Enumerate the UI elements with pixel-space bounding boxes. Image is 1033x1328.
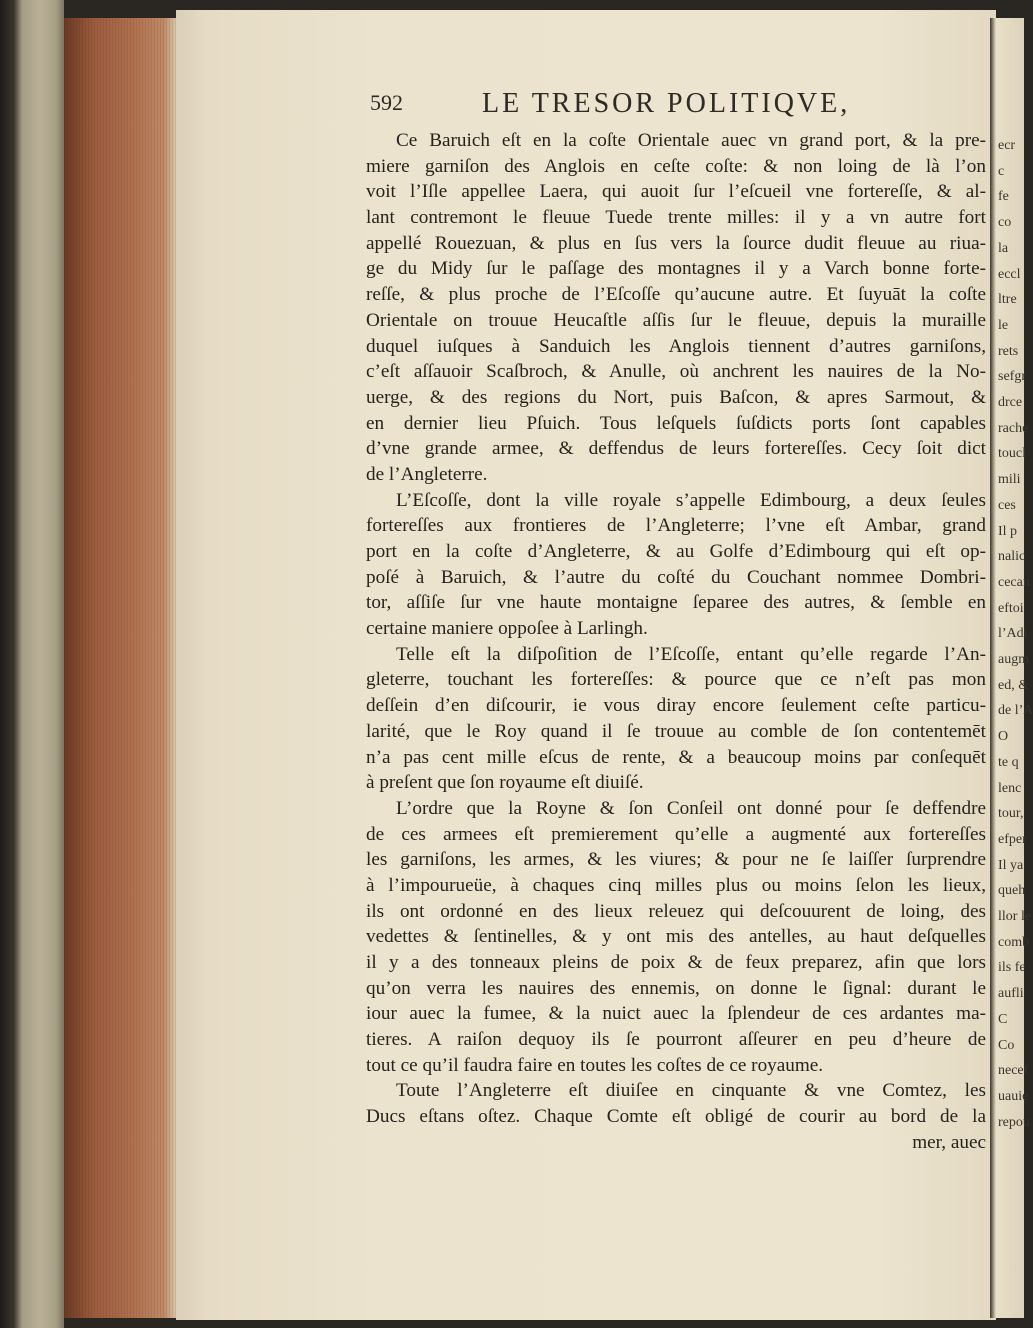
text-line: mer, auec xyxy=(912,1131,986,1153)
facing-page-fragment: eccl xyxy=(998,266,1021,282)
facing-page-fragment: necef xyxy=(998,1063,1029,1079)
facing-page-fragment: ces xyxy=(998,497,1016,513)
facing-page-fragment: l’Adi xyxy=(998,626,1028,642)
facing-page-fragment: le xyxy=(998,317,1009,333)
facing-page-fragment: drce xyxy=(998,395,1023,410)
facing-page-fragment: co xyxy=(998,215,1012,231)
facing-page-fragment: uauie xyxy=(998,1088,1029,1104)
facing-page-fragment: mili xyxy=(998,472,1021,488)
text-line: iour auec la fumee, & la nuict auec la ſplendeur de ces ardantes ma- xyxy=(366,1003,986,1025)
facing-page-fragment: la xyxy=(998,240,1009,256)
facing-page-fragment: de l’A xyxy=(998,703,1033,719)
facing-page-fragment: lenc xyxy=(998,780,1022,796)
text-line: il y a des tonneaux pleins de poix & de feux preparez, afin que lors xyxy=(366,952,986,973)
text-line: poſé à Baruich, & l’autre du coſté du Couchant nommee Dombri- xyxy=(366,566,986,588)
facing-page-fragment: nalic xyxy=(998,549,1026,565)
text-line: larité, que le Roy quand il ſe trouue au comble de ſon contentemēt xyxy=(366,720,986,742)
facing-page-fragment: tour, xyxy=(998,806,1024,822)
text-line: reſſe, & plus proche de l’Eſcoſſe qu’aucune autre. Et ſuyuāt la coſte xyxy=(366,284,986,306)
facing-page-fragment: cecan xyxy=(998,574,1030,590)
facing-page-fragment: fe xyxy=(998,189,1009,205)
text-line: qu’on verra les nauires des ennemis, on donne le ſignal: durant le xyxy=(366,977,986,999)
facing-page-fragment: Il ya xyxy=(998,857,1024,873)
facing-page-fragment: augm xyxy=(998,652,1030,667)
text-line: L’ordre que la Royne & ſon Conſeil ont donné pour ſe deffendre xyxy=(396,797,986,819)
text-line: Ducs eſtans oſtez. Chaque Comte eſt obligé de courir au bord de la xyxy=(366,1106,986,1128)
text-line: Toute l’Angleterre eſt diuiſee en cinquante & vne Comtez, les xyxy=(396,1080,986,1102)
facing-page-fragment: c xyxy=(998,163,1005,179)
facing-page-fragment: efper xyxy=(998,831,1027,847)
text-line: L’Eſcoſſe, dont la ville royale s’appelle Edimbourg, a deux ſeules xyxy=(396,489,986,511)
text-line: duquel iuſques à Sanduich les Anglois tiennent d’autres garniſons, xyxy=(366,335,986,357)
facing-page-fragment: rache xyxy=(998,420,1029,436)
text-line: les garniſons, les armes, & les viures; & pour ne ſe laiſſer ſurprendre xyxy=(366,849,986,871)
facing-page-fragment: O xyxy=(998,729,1009,745)
facing-page-fragment: ed, & xyxy=(998,677,1030,693)
text-line: certaine maniere oppoſee à Larlingh. xyxy=(366,618,648,640)
text-line: en dernier lieu Pſuich. Tous leſquels ſuſdicts ports ſont capables xyxy=(366,412,986,434)
text-line: Orientale on trouue Heucaſtle aſſis ſur le fleuue, depuis la muraille xyxy=(366,309,986,331)
text-line: d’vne grande armee, & deffendus de leurs fortereſſes. Cecy ſoit dict xyxy=(366,438,986,460)
facing-page-fragment: rets xyxy=(998,343,1019,359)
text-line: ge du Midy ſur le paſſage des montagnes il y a Varch bonne forte- xyxy=(366,258,986,280)
text-line: uerge, & des regions du Nort, puis Baſcon, & apres Sarmout, & xyxy=(366,386,986,408)
text-line: de ces armees eſt premierement qu’elle a augmenté aux fortereſſes xyxy=(366,823,986,845)
text-line: tieres. A raiſon dequoy ils ſe pourront aſſeurer en peu d’heure de xyxy=(366,1029,986,1051)
running-header xyxy=(370,88,1010,120)
page-number: 592 xyxy=(370,90,403,115)
facing-page-fragment: toucl xyxy=(998,446,1026,462)
text-line: deſſein d’en diſcourir, ie vous diray encore ſeulement ceſte particu- xyxy=(366,695,986,717)
facing-page-fragment: te q xyxy=(998,754,1019,770)
facing-page-fragment: Il p xyxy=(998,523,1018,539)
facing-page-fragment: ecr xyxy=(998,138,1016,153)
text-line: Telle eſt la diſpoſition de l’Eſcoſſe, entant qu’elle regarde l’An- xyxy=(396,643,986,665)
text-line: fortereſſes aux frontieres de l’Angleterre; l’vne eſt Ambar, grand xyxy=(366,515,986,537)
text-line: lant contremont le fleuue Tuede trente milles: il y a vn autre fort xyxy=(366,207,986,229)
facing-page-fragment: sefgr xyxy=(998,369,1026,385)
book-cover-board xyxy=(0,0,64,1328)
text-line: ils ont ordonné en des lieux releuez qui deſcouurent de loing, des xyxy=(366,900,986,922)
text-line: appellé Rouezuan, & plus en ſus vers la ſource dudit fleuue au riua- xyxy=(366,232,986,254)
text-line: vedettes & ſentinelles, & y ont mis des antelles, au haut deſquelles xyxy=(366,926,986,948)
text-line: de l’Angleterre. xyxy=(366,463,488,485)
text-line: tout ce qu’il faudra faire en toutes les coſtes de ce royaume. xyxy=(366,1054,824,1076)
facing-page-fragment: ltre xyxy=(998,292,1017,308)
text-line: tor, aſſiſe ſur vne haute montaigne ſeparee des autres, & ſemble en xyxy=(366,592,986,614)
body-text xyxy=(366,128,986,1156)
text-line: c’eſt aſſauoir Scaſbroch, & Anulle, où anchrent les nauires de la No- xyxy=(366,361,986,383)
facing-page-fragment: aufli xyxy=(998,986,1024,1002)
facing-page-fragment: eftoi xyxy=(998,600,1024,616)
facing-page-fragment: C xyxy=(998,1011,1008,1027)
facing-page-fragment: ils fe xyxy=(998,960,1026,976)
text-line: à preſent que ſon royaume eſt diuiſé. xyxy=(366,772,644,794)
text-line: miere garniſon des Anglois en ceſte coſte: & non loing de là l’on xyxy=(366,155,986,177)
facing-page-fragment: comb xyxy=(998,934,1030,950)
facing-page-edge xyxy=(990,18,1033,1318)
text-line: à l’impourueüe, à chaques cinq milles plus ou moins ſelon les lieux, xyxy=(366,874,986,896)
page-block-edge xyxy=(64,18,176,1318)
facing-page-fragment: Co xyxy=(998,1037,1015,1053)
running-title: LE TRESOR POLITIQVE, xyxy=(482,88,851,119)
facing-page-fragment: llor le xyxy=(998,909,1032,924)
facing-page-fragment: repou xyxy=(998,1114,1030,1130)
text-line: voit l’Iſle appellee Laera, qui auoit ſur l’eſcueil vne fortereſſe, & al- xyxy=(366,181,986,203)
text-line: port en la coſte d’Angleterre, & au Golfe d’Edimbourg qui eſt op- xyxy=(366,541,986,562)
text-line: Ce Baruich eſt en la coſte Orientale auec vn grand port, & la pre- xyxy=(396,130,986,151)
facing-page-fragment: queh xyxy=(998,883,1026,899)
text-line: n’a pas cent mille eſcus de rente, & a beaucoup moins par conſequēt xyxy=(366,746,986,768)
text-line: gleterre, touchant les fortereſſes: & pource que ce n’eſt pas mon xyxy=(366,669,986,691)
